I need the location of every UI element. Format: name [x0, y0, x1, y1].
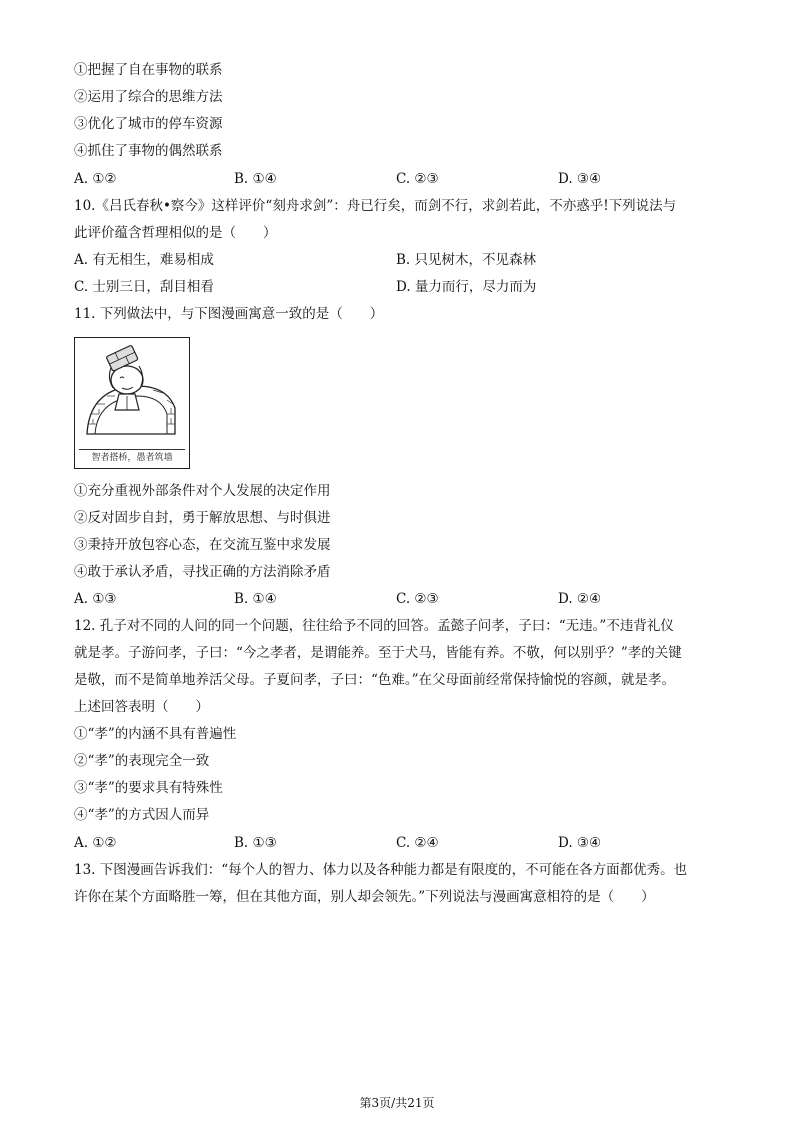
- q12-option-d: D. ③④: [558, 835, 602, 851]
- q11-option-c: C. ②③: [396, 591, 439, 607]
- page-number: 第3页/共21页: [359, 1096, 435, 1110]
- q12-option-c: C. ②④: [396, 835, 439, 851]
- q11-option-a: A. ①③: [74, 591, 117, 607]
- q11-item-1: ①充分重视外部条件对个人发展的决定作用: [74, 483, 331, 499]
- q9-option-b: B. ①④: [234, 171, 277, 187]
- q10-option-b: B. 只见树木，不见森林: [396, 252, 537, 268]
- q12-stem-line-4: 上述回答表明（ ）: [74, 699, 209, 715]
- q10-stem-line-2: 此评价蕴含哲理相似的是（ ）: [74, 225, 277, 241]
- q11-cartoon: [74, 337, 190, 469]
- q10-option-d: D. 量力而行，尽力而为: [396, 279, 537, 295]
- cartoon-drawing: [75, 338, 189, 448]
- q12-item-1: ①“孝”的内涵不具有普遍性: [74, 726, 237, 742]
- q11-item-4: ④敢于承认矛盾，寻找正确的方法消除矛盾: [74, 564, 331, 580]
- q11-options: [74, 589, 724, 609]
- q12-stem-line-3: 是敬，而不是简单地养活父母。子夏问孝，子曰：“色难。”在父母面前经常保持愉悦的容颜，就是孝。: [74, 672, 676, 688]
- q12-item-2: ②“孝”的表现完全一致: [74, 753, 210, 769]
- q10-options-row-2: [74, 277, 724, 297]
- q12-option-b: B. ①③: [234, 835, 277, 851]
- q12-item-4: ④“孝”的方式因人而异: [74, 807, 210, 823]
- q9-item-1: ①把握了自在事物的联系: [74, 62, 223, 78]
- q12-stem-line-2: 就是孝。子游问孝，子曰：“今之孝者，是谓能养。至于犬马，皆能有养。不敬，何以别乎？”孝的关键: [74, 645, 682, 661]
- cartoon-caption-divider: [79, 449, 185, 450]
- q12-stem-line-1: 12. 孔子对不同的人问的同一个问题，往往给予不同的回答。孟懿子问孝，子曰：“无违。”不违背礼仪: [74, 618, 674, 634]
- q11-stem: 11. 下列做法中，与下图漫画寓意一致的是（ ）: [74, 306, 384, 322]
- q12-option-a: A. ①②: [74, 835, 117, 851]
- q9-item-2: ②运用了综合的思维方法: [74, 89, 223, 105]
- q10-option-c: C. 士别三日，刮目相看: [74, 279, 214, 295]
- q9-options: [74, 169, 724, 189]
- q12-item-3: ③“孝”的要求具有特殊性: [74, 780, 223, 796]
- q11-item-2: ②反对固步自封，勇于解放思想、与时俱进: [74, 510, 331, 526]
- cartoon-caption: 智者搭桥，愚者筑墙: [91, 453, 173, 463]
- q13-stem-line-2: 许你在某个方面略胜一筹，但在其他方面，别人却会领先。”下列说法与漫画寓意相符的是（ ）: [74, 889, 655, 905]
- q11-option-d: D. ②④: [558, 591, 602, 607]
- q9-item-3: ③优化了城市的停车资源: [74, 116, 223, 132]
- q10-option-a: A. 有无相生，难易相成: [74, 252, 214, 268]
- q9-option-c: C. ②③: [396, 171, 439, 187]
- q13-stem-line-1: 13. 下图漫画告诉我们：“每个人的智力、体力以及各种能力都是有限度的，不可能在各方面都优秀。也: [74, 862, 688, 878]
- q9-option-d: D. ③④: [558, 171, 602, 187]
- q10-options-row-1: [74, 250, 724, 270]
- q11-option-b: B. ①④: [234, 591, 277, 607]
- q11-item-3: ③秉持开放包容心态，在交流互鉴中求发展: [74, 537, 331, 553]
- q12-options: [74, 833, 724, 853]
- q9-item-4: ④抓住了事物的偶然联系: [74, 143, 223, 159]
- q10-stem-line-1: 10.《吕氏春秋•察今》这样评价“刻舟求剑”：舟已行矣，而剑不行，求剑若此，不亦惑乎!下列说法与: [74, 198, 677, 214]
- q9-option-a: A. ①②: [74, 171, 117, 187]
